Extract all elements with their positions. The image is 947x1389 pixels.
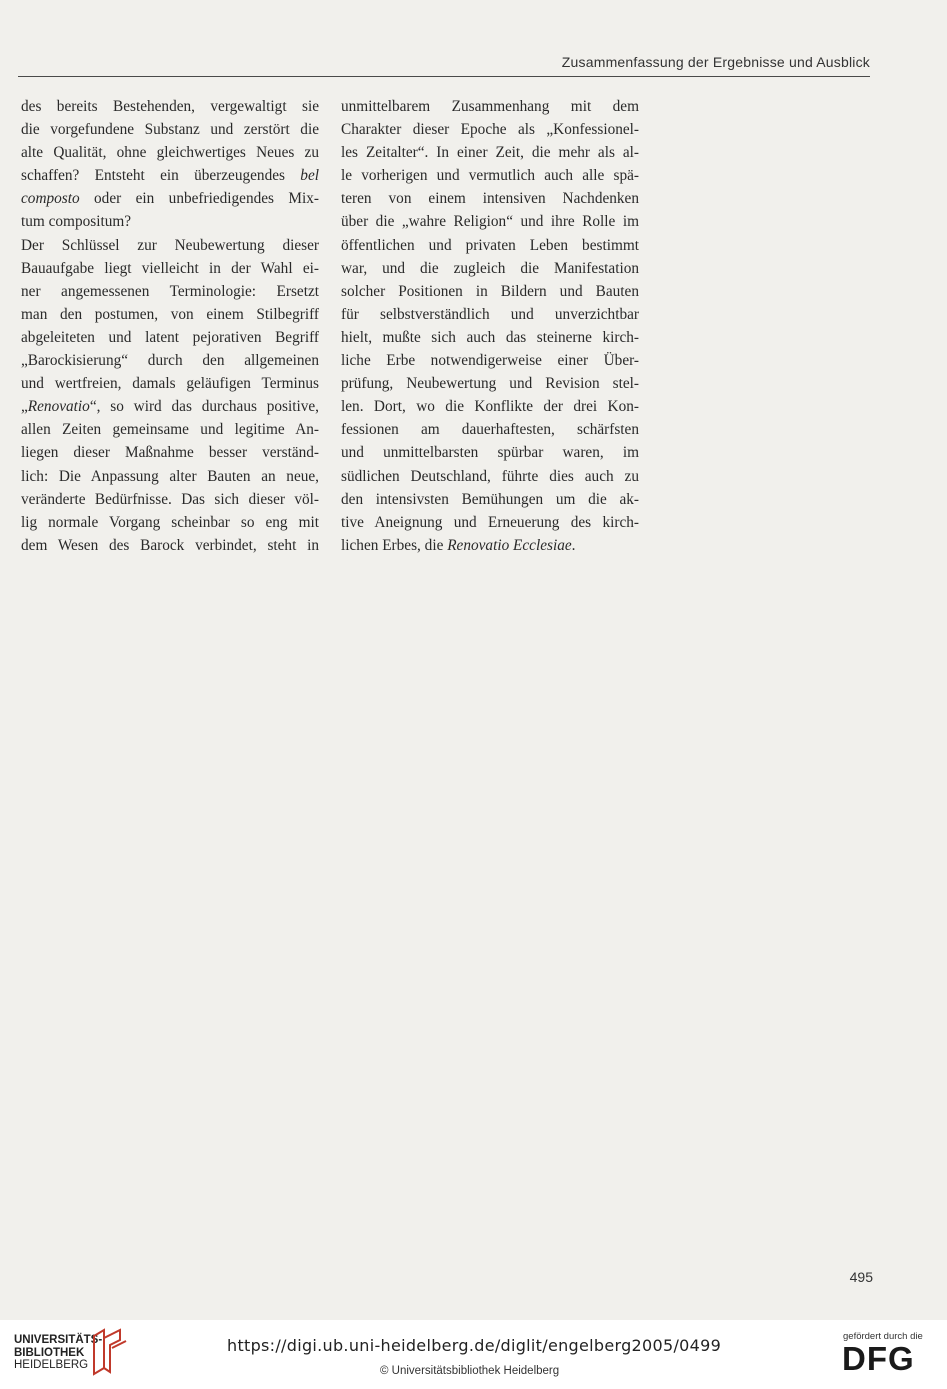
copyright-notice: © Universitätsbibliothek Heidelberg bbox=[380, 1365, 560, 1377]
text-line bbox=[21, 465, 319, 488]
text-line bbox=[21, 210, 319, 233]
text-line bbox=[341, 395, 639, 418]
text-line bbox=[21, 511, 319, 534]
text-run: liegen dieser Maßnahme besser verständ- bbox=[21, 444, 319, 462]
text-run: und wertfreien, damals geläufigen Terminus bbox=[21, 375, 319, 393]
text-run: dem Wesen des Barock verbindet, steht in bbox=[21, 536, 319, 554]
text-run: schaffen? Entsteht ein überzeugendes bbox=[21, 167, 301, 185]
text-line bbox=[341, 372, 639, 395]
text-line bbox=[341, 234, 639, 257]
left-text-column bbox=[21, 95, 319, 557]
italic-term: composto bbox=[21, 190, 80, 208]
page-number: 495 bbox=[849, 1269, 873, 1285]
text-run: solcher Positionen in Bildern und Bauten bbox=[341, 282, 639, 300]
text-line bbox=[341, 465, 639, 488]
text-run: tive Aneignung und Erneuerung des kirch- bbox=[341, 513, 639, 531]
text-line bbox=[341, 280, 639, 303]
library-name-line3: HEIDELBERG bbox=[14, 1359, 89, 1371]
text-line bbox=[21, 95, 319, 118]
text-run: südlichen Deutschland, führte dies auch zu bbox=[341, 467, 639, 485]
text-line bbox=[341, 488, 639, 511]
text-run: ner angemessenen Terminologie: Ersetzt bbox=[21, 282, 319, 300]
text-line bbox=[21, 164, 319, 187]
text-run: öffentlichen und privaten Leben bestimmt bbox=[341, 236, 639, 254]
text-line bbox=[341, 534, 639, 557]
text-line bbox=[341, 141, 639, 164]
text-line bbox=[341, 164, 639, 187]
text-run: abgeleiteten und latent pejorativen Begriff bbox=[21, 328, 319, 346]
text-run: les Zeitalter“. In einer Zeit, die mehr als al- bbox=[341, 144, 639, 162]
dfg-logo: DFG bbox=[842, 1340, 915, 1377]
text-run: lich: Die Anpassung alter Bauten an neue, bbox=[21, 467, 319, 485]
text-run: „ bbox=[21, 398, 28, 416]
text-run: len. Dort, wo die Konflikte der drei Kon- bbox=[341, 398, 639, 416]
text-run: Der Schlüssel zur Neubewertung dieser bbox=[21, 236, 319, 254]
text-run: fessionen am dauerhaftesten, schärfsten bbox=[341, 421, 639, 439]
text-line bbox=[21, 418, 319, 441]
text-run: le vorherigen und vermutlich auch alle spä- bbox=[341, 167, 639, 185]
library-emblem-icon bbox=[90, 1328, 130, 1376]
text-run: . bbox=[571, 536, 576, 554]
text-line bbox=[341, 441, 639, 464]
text-run: liche Erbe notwendigerweise einer Über- bbox=[341, 352, 639, 370]
italic-term: bel bbox=[300, 167, 319, 185]
header-rule bbox=[18, 76, 870, 77]
text-run: tum compositum? bbox=[21, 213, 132, 231]
text-run: war, und die zugleich die Manifestation bbox=[341, 259, 639, 277]
text-run: oder ein unbefriedigendes Mix- bbox=[79, 190, 319, 208]
text-run: den intensivsten Bemühungen um die ak- bbox=[341, 490, 639, 508]
text-line bbox=[21, 187, 319, 210]
library-name-line1: UNIVERSITÄTS- bbox=[14, 1334, 103, 1346]
italic-term: Renovatio bbox=[27, 398, 90, 416]
text-run: hielt, mußte sich auch das steinerne kirch- bbox=[341, 328, 639, 346]
right-text-column bbox=[341, 95, 639, 557]
text-line bbox=[21, 349, 319, 372]
text-run: des bereits Bestehenden, vergewaltigt sie bbox=[21, 98, 319, 115]
text-run: für selbstverständlich und unverzichtbar bbox=[341, 305, 639, 323]
library-logo-text bbox=[14, 1334, 102, 1372]
text-line bbox=[341, 511, 639, 534]
text-run: lig normale Vorgang scheinbar so eng mit bbox=[21, 513, 319, 531]
text-line bbox=[21, 441, 319, 464]
text-run: “, so wird das durchaus positive, bbox=[89, 398, 319, 416]
text-line bbox=[21, 280, 319, 303]
text-run: über die „wahre Religion“ und ihre Rolle im bbox=[341, 213, 639, 231]
text-run: allen Zeiten gemeinsame und legitime An- bbox=[21, 421, 319, 439]
running-header: Zusammenfassung der Ergebnisse und Ausblick bbox=[561, 54, 870, 70]
text-run: Charakter dieser Epoche als „Konfessionel- bbox=[341, 121, 639, 139]
text-run: lichen Erbes, die bbox=[341, 536, 448, 554]
library-name-line2: BIBLIOTHEK bbox=[14, 1346, 85, 1359]
text-line bbox=[341, 326, 639, 349]
text-line bbox=[21, 326, 319, 349]
text-run: und unmittelbarsten spürbar waren, im bbox=[341, 444, 639, 462]
text-line bbox=[21, 534, 319, 557]
text-line bbox=[21, 141, 319, 164]
text-run: unmittelbarem Zusammenhang mit dem bbox=[341, 98, 639, 115]
text-run: veränderte Bedürfnisse. Das sich dieser völ- bbox=[21, 490, 319, 508]
text-line bbox=[341, 95, 639, 118]
text-line bbox=[21, 118, 319, 141]
permalink-url[interactable]: https://digi.ub.uni-heidelberg.de/diglit/engelberg2005/0499 bbox=[227, 1336, 722, 1355]
text-line bbox=[341, 418, 639, 441]
text-line bbox=[341, 210, 639, 233]
text-line bbox=[341, 257, 639, 280]
text-line bbox=[21, 372, 319, 395]
text-line bbox=[21, 234, 319, 257]
text-run: prüfung, Neubewertung und Revision stel- bbox=[341, 375, 639, 393]
text-line bbox=[341, 303, 639, 326]
funding-note: gefördert durch die bbox=[843, 1331, 923, 1342]
text-run: die vorgefundene Substanz und zerstört die bbox=[21, 121, 319, 139]
text-line bbox=[341, 118, 639, 141]
italic-term: Renovatio Ecclesiae bbox=[447, 536, 572, 554]
text-run: „Barockisierung“ durch den allgemeinen bbox=[21, 352, 319, 370]
text-line bbox=[21, 488, 319, 511]
text-line bbox=[21, 395, 319, 418]
text-line bbox=[21, 257, 319, 280]
text-line bbox=[341, 349, 639, 372]
text-run: teren von einem intensiven Nachdenken bbox=[341, 190, 639, 208]
text-run: alte Qualität, ohne gleichwertiges Neues zu bbox=[21, 144, 319, 162]
text-line bbox=[341, 187, 639, 210]
text-run: man den postumen, von einem Stilbegriff bbox=[21, 305, 319, 323]
text-line bbox=[21, 303, 319, 326]
text-run: Bauaufgabe liegt vielleicht in der Wahl ei- bbox=[21, 259, 319, 277]
